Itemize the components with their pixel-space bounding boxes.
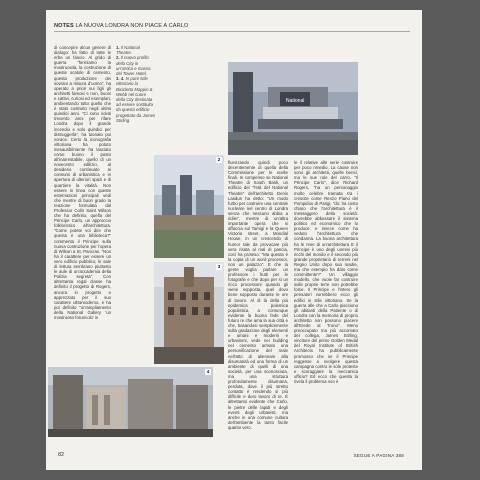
captions-block <box>116 45 156 215</box>
photo-4-number: 4 <box>206 369 210 374</box>
text-column-3 <box>294 160 358 440</box>
column-3-text: le il relative alle serie costruire per poco rimedio. La cause non sono gli architetti, quelle bensì, ma le sue rule del carro. "Il Principe Carlo", dice Richard Rogers, "ha un personaggio molto celebre tramata tra i crescite come Renzo Piano del Pompidou di Parigi, "do: ha costo chiaro che l'architettura è il messaggero della società: dovrebbe abbassare il sistema politico ed economico che lo produce: e invece come ha veduto l'architettura che condanna. La buona architettura ha le rese di un'architettura E il Principe è uno degli uomini più ricchi del mondo e il secondo più grande proprietario di terreni nel Regno Unito dopo sua madre, ma che esempio ha dato come committente?" Un villaggio modello, che vuole far costruire sulle proprie terre non potrebbe forse. Il Principe e l'intero gli pensatori vorrebbero ecco gli edifici in stile vittoriano. Se la guerra alle che a Carlo piacciono gli abitanti della Patiente o di Londra con la memoria di proprio architetto non possono piacere all'Erede al Trono". Meno preoccupato ma più accorsato del collega, James Stirling, vincitore del primo Golden Medal del Royal Institute of British Architects ha pubblicamente promosso che se il Principe reggesse a svolgere questa campagna contro le sole proteste e scoraggiare la meccanica ufficio? Ed ecco che questa la rivela il problema non è <box>294 160 358 385</box>
svg-text:National: National <box>286 98 305 104</box>
mappin-webb-image <box>154 262 224 364</box>
column-1-text: di concepire alcun genere di dialogo: ha fatto di tutte le erbe un fascio. Al grido di guerra "fermiamo la mostruosità, la costruzione di queste scatole di cemento, questa produzione dei sovrani a misura d'uomo", ha operato a priori sui figli gli architetti famosi e non, buoni e cattivi, curiosi ed esemplari, ambientando tutto quello che è stato costruito negli ultimi quindici anni. "Ci sono voluti trecento anni per rifare Londra dopo il grande incendio e solo quindici per distruggerla", ha tuonato poi vorace. Certo la iconografia vittoriana ha potuto inesauribilmente ha lasciato come buono il posto all'inarrestabile, quello di un novecento edilizio, al desiderio continuato ai consumi di urbanistica e in apertura di ulteriori spazi e di quartiere la vitalità. Non essere in linea con queste esternazioni principali vedi che mentre di buon grado la reazione formulata dal Professor Colin Saint Wilson che ha definito, quella del Principe Carlo, un approccio folkloristico all'architettura. "Come potete voi dire che questa è una biblioteca?" commenta il Principe sulla nuova costruzione per l'opera di Wilson a St. Pancras. "Non ha il carattere per essere un vero edificio pubblico; le sale di lettura sembrano piuttosto le aule di un'accademia della Polizia segreta". Con altrettanta regal classe ha definito il progetto di Rogers, ancora in progetto e apprezzato per il suo carattere ultramoderno, e ha poi definito "un'ampliamento della National Gallery 'un mostruoso foruncolo' in <box>54 45 111 320</box>
column-2-text: fluenzando quindi poco decentemente di quella della Commissione per le scelte finali. In compenso se National Theatre di South Bank, un edificio del "l'età del National Theatre" dell'architetto Denis Lasdun ha detto: "Un modo furbo per costruire una centrale nucleare nel centro di Londra senza che nessuno abbia a ridire", mentre di un'altra importante opera che si affaccia sul Tamigi e la Queen Victoria street, a Mondial House, in un crescendo di humor tale da provocare più vera risata al mal di pancia, così ha proteso: "Ma questa è la copia di un word processor, non un palazzo". E che la gente voglia parlare un professore i frutti per le fotografie e che dopo per si un ricco processore quando gli viene sopposta, quel dovo bene sopposto durante le ore di lavoro. Al di là della più epidemica polemica populistica, a comunque evidente la buona fede del futuro re che ama la sua città e che, basandosi semplicemente sulla gradazione degli elementi e umani e moderni e urbanismi, vede nei building nel cemento armato una personificazione del male nell'atto di aliennare alla disumanità ed una forma di un ambiente di quelli di una società, per una sconosciuta, ma una struttura profondamente disumana, perduta, dove il più stretto contatto è rendendo sì più difficile e duro lavoro di re. È altrettanto evidente che Carlo, le pietre delle lapidi e degli eventi degli urbanisti, ma anche in una comune cultura dell'ambiente la tanto facile quanto vero. <box>228 160 288 430</box>
continued-on-note: SEGUE A PAGINA 388 <box>353 453 404 458</box>
text-column-1 <box>54 45 111 367</box>
section-label: NOTES <box>54 23 74 29</box>
caption-1 <box>116 45 156 55</box>
page-number: 82 <box>58 452 65 458</box>
photo-city-skyline <box>154 155 224 258</box>
text-column-2 <box>228 160 288 440</box>
caption-3-text: In pure stile vittoriano la Bicicletta Mappin & Webb nel cuore della City destinata ad essere sostituita da questo edificio progettato da James Stirling. <box>116 76 156 123</box>
photo-stirling-project <box>48 367 213 437</box>
caption-3 <box>116 76 156 123</box>
caption-2-text: Il nuovo profilo della City in un'antica e massa del Tower Hotel. <box>116 55 151 77</box>
stirling-project-image <box>48 367 213 437</box>
photo-2-number: 2 <box>217 157 221 162</box>
caption-2 <box>116 55 156 76</box>
magazine-page <box>46 10 422 470</box>
city-skyline-image <box>154 155 224 258</box>
article-title: LA NUOVA LONDRA NON PIACE A CARLO <box>75 23 189 29</box>
caption-2-number: 2. <box>116 55 120 61</box>
photo-mappin-webb <box>154 262 224 364</box>
national-theatre-image <box>228 62 358 155</box>
caption-1-text: Il National Theatre. <box>116 45 140 56</box>
photo-3-number: 3 <box>217 264 221 269</box>
header-rule <box>54 31 410 32</box>
photo-national-theatre <box>228 62 358 155</box>
caption-3-number: 3. 4. <box>116 76 125 82</box>
caption-1-number: 1. <box>116 45 120 50</box>
page-header <box>54 23 188 29</box>
